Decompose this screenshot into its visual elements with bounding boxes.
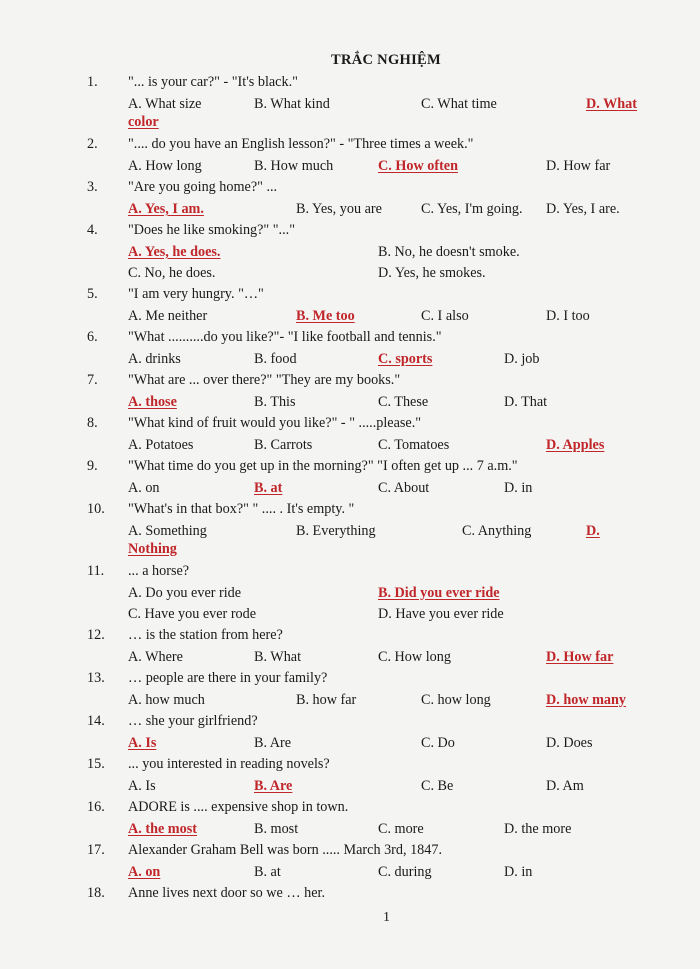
question-text: "What time do you get up in the morning?" "I often get up ... 7 a.m."	[128, 458, 518, 474]
answer-option[interactable]: D. Yes, I are.	[546, 200, 620, 217]
answer-option[interactable]: B. Are	[254, 734, 292, 751]
correct-answer-option[interactable]: B. Did you ever ride	[378, 584, 500, 601]
answer-option[interactable]: D. That	[504, 393, 548, 410]
question-number: 13.	[87, 670, 105, 686]
answer-option[interactable]: B. Everything	[296, 522, 376, 539]
correct-answer-option[interactable]: A. on	[128, 863, 161, 880]
page-title: TRẮC NGHIỆM	[330, 52, 442, 68]
answer-option[interactable]: B. What	[254, 648, 302, 665]
answer-option[interactable]: C. more	[378, 820, 424, 837]
answer-option[interactable]: C. Have you ever rode	[128, 606, 257, 622]
answer-option[interactable]: A. Where	[128, 648, 183, 665]
answer-option[interactable]: C. Anything	[462, 522, 532, 539]
answer-option[interactable]: B. how far	[296, 691, 357, 708]
answer-option[interactable]: B. How much	[254, 157, 334, 174]
question-text: "What kind of fruit would you like?" - " .....please."	[128, 415, 422, 431]
answer-option[interactable]: D. Yes, he smokes.	[378, 265, 486, 281]
question-text: ".... do you have an English lesson?" - "Three times a week."	[128, 136, 474, 152]
answer-option[interactable]: B. Yes, you are	[296, 200, 382, 217]
answer-option[interactable]: B. most	[254, 820, 299, 837]
answer-option[interactable]: A. Something	[128, 522, 207, 539]
answer-option[interactable]: D. the more	[504, 820, 572, 837]
answer-option[interactable]: C. No, he does.	[128, 265, 216, 281]
answer-option[interactable]: D. in	[504, 863, 533, 880]
answer-option[interactable]: C. How long	[378, 648, 451, 665]
question-text: ADORE is .... expensive shop in town.	[128, 799, 349, 815]
answer-option[interactable]: A. on	[128, 479, 160, 496]
answer-option[interactable]: C. how long	[421, 691, 491, 708]
page-number: 1	[383, 910, 390, 925]
question-number: 18.	[87, 885, 105, 901]
question-number: 2.	[87, 136, 98, 152]
question-text: "Does he like smoking?" "..."	[128, 222, 295, 238]
question-number: 12.	[87, 627, 105, 643]
answer-option[interactable]: B. No, he doesn't smoke.	[378, 243, 520, 260]
answer-option[interactable]: B. food	[254, 350, 297, 367]
correct-answer-option[interactable]: A. those	[128, 393, 177, 410]
question-text: "Are you going home?" ...	[128, 179, 278, 195]
answer-option[interactable]: C. during	[378, 863, 432, 880]
question-number: 7.	[87, 372, 98, 388]
question-number: 15.	[87, 756, 105, 772]
answer-option[interactable]: A. Potatoes	[128, 436, 194, 453]
correct-answer-continuation[interactable]: color	[128, 114, 159, 130]
question-number: 3.	[87, 179, 98, 195]
question-text: "What's in that box?" " .... . It's empty. "	[128, 501, 355, 517]
correct-answer-option[interactable]: D. how many	[546, 691, 627, 708]
question-number: 9.	[87, 458, 98, 474]
answer-option[interactable]: C. About	[378, 479, 430, 496]
answer-option[interactable]: A. drinks	[128, 350, 181, 367]
question-text: "... is your car?" - "It's black."	[128, 74, 298, 90]
answer-option[interactable]: D. Am	[546, 777, 584, 794]
question-text: Alexander Graham Bell was born ..... March 3rd, 1847.	[128, 842, 443, 858]
question-text: Anne lives next door so we … her.	[128, 885, 326, 901]
correct-answer-option[interactable]: C. sports	[378, 350, 433, 367]
question-number: 17.	[87, 842, 105, 858]
answer-option[interactable]: C. What time	[421, 95, 497, 112]
question-text: "What ..........do you like?"- "I like football and tennis."	[128, 329, 442, 345]
answer-option[interactable]: D. Does	[546, 734, 593, 751]
correct-answer-option[interactable]: B. Me too	[296, 307, 355, 324]
question-number: 14.	[87, 713, 105, 729]
correct-answer-option[interactable]: D.	[586, 522, 600, 539]
answer-option[interactable]: D. I too	[546, 307, 590, 324]
answer-option[interactable]: B. This	[254, 393, 296, 410]
answer-option[interactable]: A. How long	[128, 157, 202, 174]
correct-answer-option[interactable]: A. Yes, I am.	[128, 200, 204, 217]
answer-option[interactable]: A. What size	[128, 95, 202, 112]
correct-answer-option[interactable]: D. What	[586, 95, 637, 112]
correct-answer-continuation[interactable]: Nothing	[128, 541, 177, 557]
answer-option[interactable]: A. how much	[128, 691, 205, 708]
answer-option[interactable]: B. Carrots	[254, 436, 313, 453]
question-number: 1.	[87, 74, 98, 90]
question-text: ... a horse?	[128, 563, 190, 579]
question-text: ... you interested in reading novels?	[128, 756, 330, 772]
answer-option[interactable]: A. Me neither	[128, 307, 208, 324]
answer-option[interactable]: D. How far	[546, 157, 611, 174]
correct-answer-option[interactable]: A. Is	[128, 734, 157, 751]
question-number: 8.	[87, 415, 98, 431]
question-number: 16.	[87, 799, 105, 815]
answer-option[interactable]: B. What kind	[254, 95, 330, 112]
question-number: 10.	[87, 501, 105, 517]
correct-answer-option[interactable]: B. at	[254, 479, 283, 496]
question-text: "What are ... over there?" "They are my books."	[128, 372, 401, 388]
question-number: 5.	[87, 286, 98, 302]
answer-option[interactable]: A. Do you ever ride	[128, 584, 242, 601]
correct-answer-option[interactable]: A. the most	[128, 820, 197, 837]
correct-answer-option[interactable]: D. How far	[546, 648, 614, 665]
correct-answer-option[interactable]: B. Are	[254, 777, 293, 794]
correct-answer-option[interactable]: D. Apples	[546, 436, 605, 453]
answer-option[interactable]: C. Yes, I'm going.	[421, 200, 523, 217]
question-text: "I am very hungry. "…"	[128, 286, 264, 302]
answer-option[interactable]: C. I also	[421, 307, 469, 324]
answer-option[interactable]: D. job	[504, 350, 540, 367]
correct-answer-option[interactable]: C. How often	[378, 157, 458, 174]
correct-answer-option[interactable]: A. Yes, he does.	[128, 243, 221, 260]
question-number: 6.	[87, 329, 98, 345]
answer-option[interactable]: C. Be	[421, 777, 454, 794]
answer-option[interactable]: C. Tomatoes	[378, 436, 450, 453]
question-text: … she your girlfriend?	[128, 713, 258, 729]
answer-option[interactable]: B. at	[254, 863, 281, 880]
question-number: 11.	[87, 563, 105, 579]
answer-option[interactable]: C. These	[378, 393, 429, 410]
answer-option[interactable]: D. Have you ever ride	[378, 606, 504, 622]
answer-option[interactable]: C. Do	[421, 734, 455, 751]
question-text: … is the station from here?	[128, 627, 283, 643]
answer-option[interactable]: A. Is	[128, 777, 156, 794]
answer-option[interactable]: D. in	[504, 479, 533, 496]
question-text: … people are there in your family?	[128, 670, 328, 686]
question-number: 4.	[87, 222, 98, 238]
